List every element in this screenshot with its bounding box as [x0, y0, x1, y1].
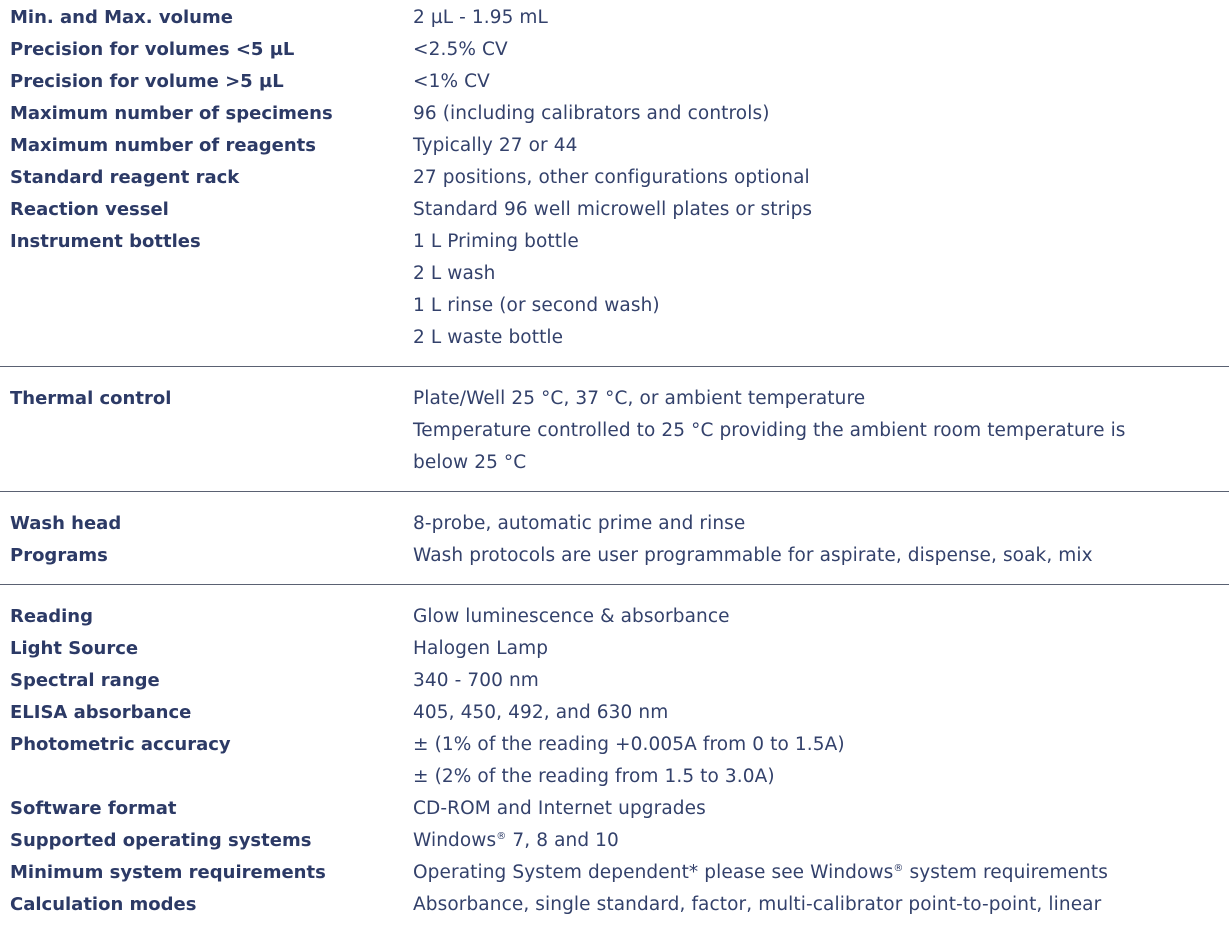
spec-label: Maximum number of specimens [10, 103, 333, 124]
spec-row [0, 633, 1229, 665]
spec-label: Thermal control [10, 388, 172, 409]
spec-value: 1 L Priming bottle [413, 231, 579, 252]
spec-values [413, 194, 1229, 226]
spec-row [0, 130, 1229, 162]
spec-value: <2.5% CV [413, 39, 508, 60]
spec-row [0, 2, 1229, 34]
spec-value: 96 (including calibrators and controls) [413, 103, 770, 124]
spec-sheet [0, 2, 1229, 933]
spec-values [413, 601, 1229, 633]
spec-label: Supported operating systems [10, 830, 312, 851]
spec-values [413, 633, 1229, 665]
spec-row [0, 34, 1229, 66]
spec-row [0, 383, 1229, 479]
spec-row [0, 793, 1229, 825]
spec-value: Glow luminescence & absorbance [413, 606, 730, 627]
spec-values [413, 66, 1229, 98]
spec-value: Absorbance, single standard, factor, multi-calibrator point-to-point, linear [413, 894, 1102, 915]
spec-values [413, 793, 1229, 825]
spec-label: Spectral range [10, 670, 160, 691]
spec-values [413, 729, 1229, 793]
spec-value: Halogen Lamp [413, 638, 549, 659]
spec-values [413, 98, 1229, 130]
spec-value: below 25 °C [413, 452, 527, 473]
spec-value: Standard 96 well microwell plates or strips [413, 199, 813, 220]
spec-label: Wash head [10, 513, 122, 534]
spec-row [0, 226, 1229, 354]
spec-values [413, 857, 1229, 889]
spec-label: Maximum number of reagents [10, 135, 316, 156]
spec-value: 405, 450, 492, and 630 nm [413, 702, 669, 723]
spec-row [0, 857, 1229, 889]
spec-label: Standard reagent rack [10, 167, 240, 188]
spec-label: Min. and Max. volume [10, 7, 233, 28]
spec-label: Minimum system requirements [10, 862, 326, 883]
spec-value: 2 µL - 1.95 mL [413, 7, 548, 28]
spec-values [413, 697, 1229, 729]
spec-value: Plate/Well 25 °C, 37 °C, or ambient temperature [413, 388, 866, 409]
spec-label: Precision for volume >5 µL [10, 71, 284, 92]
spec-label: Reaction vessel [10, 199, 169, 220]
spec-value: <1% CV [413, 71, 490, 92]
spec-section-liquid-handling [0, 2, 1229, 366]
spec-row [0, 601, 1229, 633]
spec-label: Reading [10, 606, 93, 627]
spec-value: 27 positions, other configurations optional [413, 167, 810, 188]
spec-value: 2 L waste bottle [413, 327, 564, 348]
spec-row [0, 540, 1229, 572]
spec-section-washer [0, 491, 1229, 584]
spec-row [0, 98, 1229, 130]
spec-value: Wash protocols are user programmable for aspirate, dispense, soak, mix [413, 545, 1093, 566]
spec-values [413, 540, 1229, 572]
spec-value: Windows® 7, 8 and 10 [413, 830, 619, 851]
spec-values [413, 383, 1229, 479]
spec-value: 8-probe, automatic prime and rinse [413, 513, 746, 534]
spec-row [0, 697, 1229, 729]
spec-label: Precision for volumes <5 µL [10, 39, 295, 60]
spec-label: Software format [10, 798, 177, 819]
spec-value: ± (2% of the reading from 1.5 to 3.0A) [413, 766, 775, 787]
spec-value: CD-ROM and Internet upgrades [413, 798, 706, 819]
spec-values [413, 162, 1229, 194]
spec-value: 2 L wash [413, 263, 496, 284]
registered-mark: ® [893, 862, 904, 874]
spec-label: ELISA absorbance [10, 702, 192, 723]
spec-row [0, 825, 1229, 857]
spec-values [413, 130, 1229, 162]
spec-values [413, 2, 1229, 34]
spec-label: Instrument bottles [10, 231, 201, 252]
spec-value: ± (1% of the reading +0.005A from 0 to 1.5A) [413, 734, 845, 755]
spec-values [413, 665, 1229, 697]
spec-values [413, 508, 1229, 540]
spec-value: Temperature controlled to 25 °C providing the ambient room temperature is [413, 420, 1126, 441]
spec-values [413, 226, 1229, 354]
spec-values [413, 825, 1229, 857]
spec-row [0, 162, 1229, 194]
spec-values [413, 34, 1229, 66]
spec-label: Calculation modes [10, 894, 197, 915]
spec-row [0, 729, 1229, 793]
spec-label: Photometric accuracy [10, 734, 231, 755]
spec-row [0, 665, 1229, 697]
spec-value: 340 - 700 nm [413, 670, 539, 691]
spec-value: Typically 27 or 44 [413, 135, 578, 156]
spec-row [0, 508, 1229, 540]
spec-section-reader [0, 584, 1229, 933]
spec-section-thermal [0, 366, 1229, 491]
spec-row [0, 194, 1229, 226]
spec-value: 1 L rinse (or second wash) [413, 295, 660, 316]
spec-row [0, 66, 1229, 98]
spec-label: Light Source [10, 638, 139, 659]
spec-value: Operating System dependent* please see Windows® system requirements [413, 862, 1108, 883]
spec-values [413, 889, 1229, 921]
spec-row [0, 889, 1229, 921]
spec-label: Programs [10, 545, 108, 566]
registered-mark: ® [496, 830, 507, 842]
